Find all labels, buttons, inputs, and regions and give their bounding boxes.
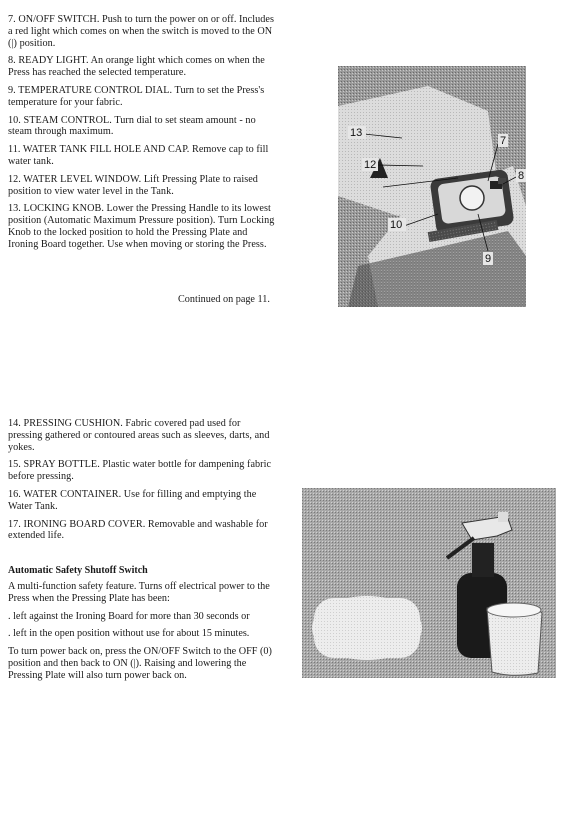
- safety-title: Automatic Safety Shutoff Switch: [8, 565, 148, 576]
- callout-12: 12: [364, 159, 377, 171]
- callout-13: 13: [350, 127, 363, 139]
- safety-section: [8, 565, 276, 688]
- feature-list-top: [8, 14, 276, 257]
- press-control-photo: [338, 66, 526, 307]
- callout-8: 8: [518, 170, 525, 182]
- item-spray-bottle: 15. SPRAY BOTTLE. Plastic water bottle for dampening fabric before pressing.: [8, 459, 272, 483]
- item-water-level-window: 12. WATER LEVEL WINDOW. Lift Pressing Plate to raised position to view water level in the Tank.: [8, 173, 258, 197]
- item-pressing-cushion: 14. PRESSING CUSHION. Fabric covered pad used for pressing gathered or contoured areas such as sleeves, darts, and yokes.: [8, 418, 270, 453]
- item-temperature-dial: 9. TEMPERATURE CONTROL DIAL. Turn to set the Press's temperature for your fabric.: [8, 84, 265, 108]
- item-locking-knob: 13. LOCKING KNOB. Lower the Pressing Handle to its lowest position (Automatic Maximum Pressure position). Turn Locking Knob to the locked position to hold the Pressing Plate and Ironing Board together. Use when moving or storing the Press.: [8, 203, 275, 250]
- safety-bullet-1: . left against the Ironing Board for more than 30 seconds or: [8, 610, 250, 622]
- item-ironing-board-cover: 17. IRONING BOARD COVER. Removable and washable for extended life.: [8, 518, 268, 542]
- safety-intro: A multi-function safety feature. Turns off electrical power to the Press when the Pressing Plate has been:: [8, 581, 270, 604]
- item-water-container: 16. WATER CONTAINER. Use for filling and emptying the Water Tank.: [8, 488, 257, 512]
- safety-bullet-2: . left in the open position without use for about 15 minutes.: [8, 628, 250, 640]
- item-water-tank-fill: 11. WATER TANK FILL HOLE AND CAP. Remove cap to fill water tank.: [8, 144, 269, 167]
- item-ready-light: 8. READY LIGHT. An orange light which comes on when the Press has reached the selected temperature.: [8, 55, 265, 79]
- feature-list-bottom: [8, 418, 276, 548]
- callout-9: 9: [485, 253, 492, 265]
- item-on-off-switch: 7. ON/OFF SWITCH. Push to turn the power on or off. Includes a red light which comes on when the switch is moved to the ON (|) position.: [8, 14, 274, 49]
- continued-note: Continued on page 11.: [178, 294, 270, 305]
- safety-restore: To turn power back on, press the ON/OFF Switch to the OFF (0) position and then back to ON (|). Raising and lowering the Pressing Plate will also turn power back on.: [8, 646, 272, 681]
- callout-10: 10: [390, 219, 403, 231]
- item-steam-control: 10. STEAM CONTROL. Turn dial to set steam amount - no steam through maximum.: [8, 114, 256, 138]
- accessories-photo: [302, 488, 556, 678]
- callout-7: 7: [500, 135, 507, 147]
